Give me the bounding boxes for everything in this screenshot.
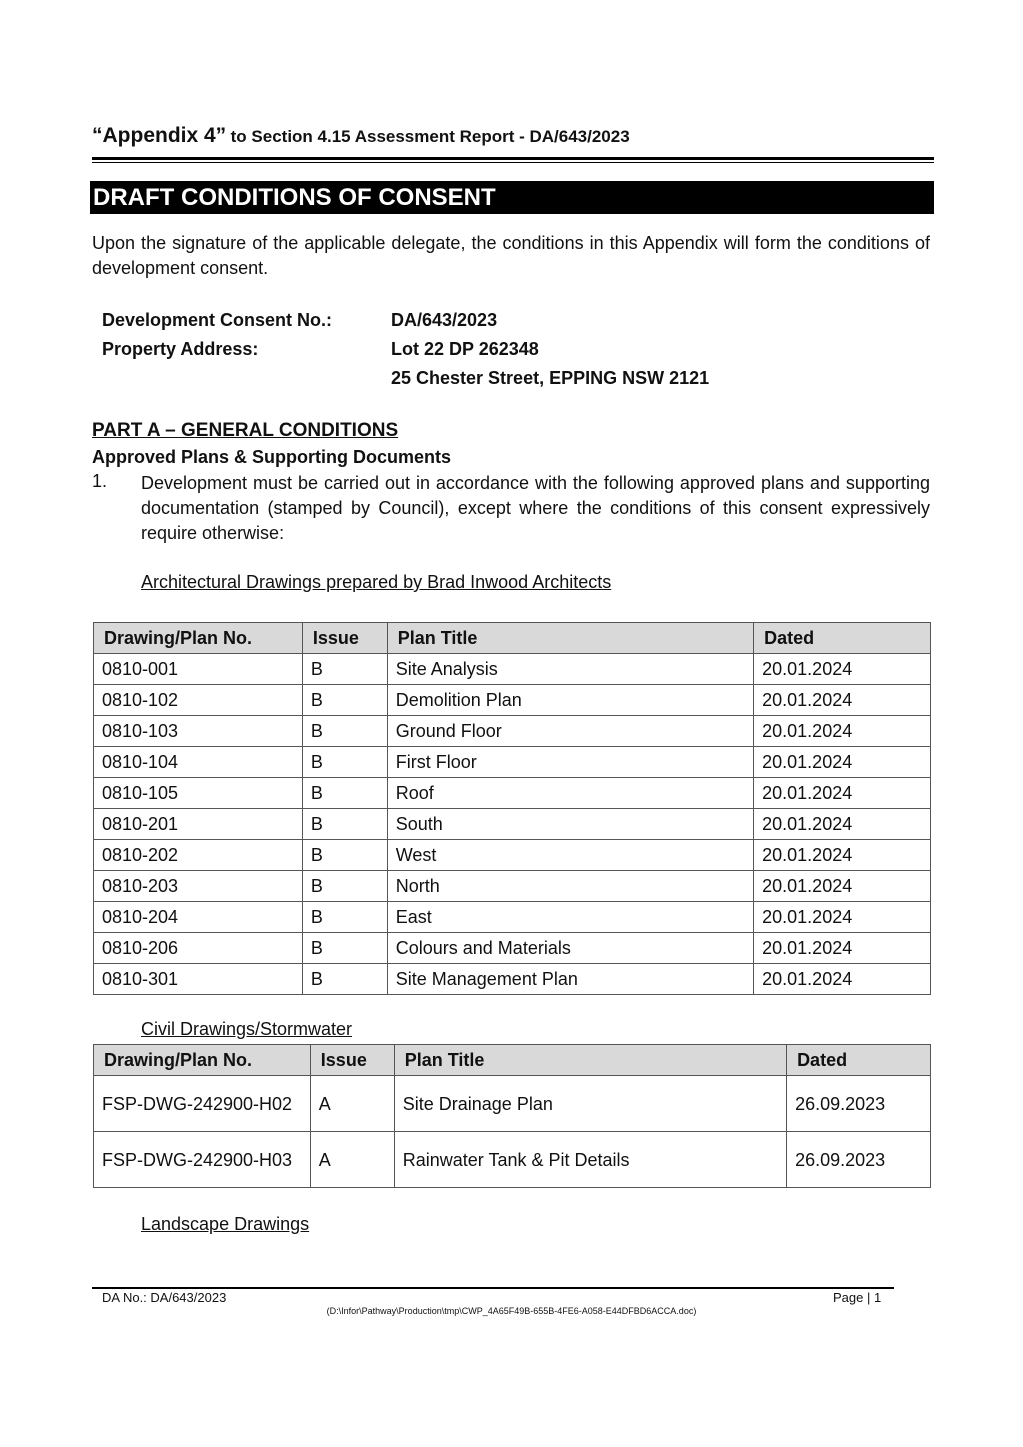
footer-file-path: (D:\Infor\Pathway\Production\tmp\CWP_4A65F49B-655B-4FE6-A058-E44DFBD6ACCA.doc) (326, 1306, 697, 1316)
table-cell: 20.01.2024 (754, 716, 931, 747)
table-cell: Rainwater Tank & Pit Details (394, 1132, 786, 1188)
address-line2: 25 Chester Street, EPPING NSW 2121 (391, 368, 710, 388)
column-header: Issue (310, 1045, 394, 1076)
consent-value: DA/643/2023 (391, 310, 498, 330)
architectural-drawings-table (93, 622, 931, 995)
table-cell: 0810-203 (94, 871, 303, 902)
table-cell: 0810-206 (94, 933, 303, 964)
landscape-heading: Landscape Drawings (141, 1214, 310, 1234)
table-cell: 0810-201 (94, 809, 303, 840)
column-header: Plan Title (387, 623, 753, 654)
table-cell: FSP-DWG-242900-H02 (94, 1076, 311, 1132)
table-cell: B (302, 964, 387, 995)
table-row (94, 840, 931, 871)
table-cell: B (302, 933, 387, 964)
table-cell: 0810-202 (94, 840, 303, 871)
table-row (94, 685, 931, 716)
address-line1: Lot 22 DP 262348 (391, 339, 539, 359)
table-cell: B (302, 902, 387, 933)
part-title: PART A – GENERAL CONDITIONS (92, 420, 399, 441)
table-cell: A (310, 1132, 394, 1188)
architectural-heading: Architectural Drawings prepared by Brad Inwood Architects (141, 572, 612, 592)
table-cell: 20.01.2024 (754, 964, 931, 995)
table-cell: 26.09.2023 (787, 1132, 931, 1188)
table-cell: 20.01.2024 (754, 809, 931, 840)
table-cell: B (302, 778, 387, 809)
table-cell: Site Analysis (387, 654, 753, 685)
table-cell: 20.01.2024 (754, 685, 931, 716)
civil-drawings-table (93, 1044, 931, 1188)
column-header: Plan Title (394, 1045, 786, 1076)
intro-paragraph: Upon the signature of the applicable delegate, the conditions in this Appendix will form the conditions of development consent. (92, 233, 930, 278)
table-cell: 20.01.2024 (754, 933, 931, 964)
table-cell: B (302, 654, 387, 685)
footer-da-number: DA No.: DA/643/2023 (102, 1290, 227, 1305)
condition-text: Development must be carried out in accordance with the following approved plans and supporting documentation (stamped by Council), except where the conditions of this consent expressively require otherwise: (141, 473, 930, 543)
table-row (94, 1132, 931, 1188)
consent-label: Development Consent No.: (102, 310, 333, 330)
appendix-label: “Appendix 4” (92, 124, 227, 147)
condition-number: 1. (92, 471, 108, 491)
column-header: Dated (787, 1045, 931, 1076)
table-cell: A (310, 1076, 394, 1132)
table-row (94, 902, 931, 933)
footer-page-number: Page | 1 (833, 1290, 882, 1305)
address-label: Property Address: (102, 339, 259, 359)
table-cell: B (302, 747, 387, 778)
table-cell: B (302, 685, 387, 716)
table-row (94, 747, 931, 778)
table-cell: 0810-204 (94, 902, 303, 933)
banner-title: DRAFT CONDITIONS OF CONSENT (90, 181, 934, 214)
table-header-row (94, 1045, 931, 1076)
table-cell: Demolition Plan (387, 685, 753, 716)
table-cell: West (387, 840, 753, 871)
table-cell: 26.09.2023 (787, 1076, 931, 1132)
column-header: Drawing/Plan No. (94, 1045, 311, 1076)
table-row (94, 933, 931, 964)
table-cell: FSP-DWG-242900-H03 (94, 1132, 311, 1188)
table-cell: B (302, 809, 387, 840)
table-cell: 0810-104 (94, 747, 303, 778)
table-cell: First Floor (387, 747, 753, 778)
table-row (94, 871, 931, 902)
section-title: Approved Plans & Supporting Documents (92, 447, 452, 467)
table-row (94, 654, 931, 685)
table-cell: 0810-105 (94, 778, 303, 809)
table-cell: 0810-001 (94, 654, 303, 685)
table-cell: 0810-102 (94, 685, 303, 716)
table-cell: B (302, 871, 387, 902)
table-cell: South (387, 809, 753, 840)
footer-rule (92, 1287, 894, 1289)
table-cell: 20.01.2024 (754, 778, 931, 809)
table-cell: 0810-103 (94, 716, 303, 747)
report-title: to Section 4.15 Assessment Report - DA/643/2023 (230, 127, 630, 146)
header-rule-thin (92, 162, 934, 163)
column-header: Drawing/Plan No. (94, 623, 303, 654)
table-cell: Roof (387, 778, 753, 809)
table-row (94, 964, 931, 995)
table-cell: 20.01.2024 (754, 871, 931, 902)
table-cell: Colours and Materials (387, 933, 753, 964)
column-header: Dated (754, 623, 931, 654)
table-cell: Site Drainage Plan (394, 1076, 786, 1132)
table-cell: East (387, 902, 753, 933)
table-cell: Site Management Plan (387, 964, 753, 995)
civil-heading: Civil Drawings/Stormwater (141, 1019, 353, 1039)
table-row (94, 778, 931, 809)
table-cell: 0810-301 (94, 964, 303, 995)
table-cell: 20.01.2024 (754, 902, 931, 933)
table-row (94, 716, 931, 747)
table-cell: 20.01.2024 (754, 747, 931, 778)
table-row (94, 1076, 931, 1132)
report-header (92, 124, 630, 148)
table-cell: 20.01.2024 (754, 840, 931, 871)
header-rule-thick (92, 157, 934, 160)
table-cell: North (387, 871, 753, 902)
table-cell: B (302, 716, 387, 747)
column-header: Issue (302, 623, 387, 654)
table-row (94, 809, 931, 840)
table-header-row (94, 623, 931, 654)
table-cell: 20.01.2024 (754, 654, 931, 685)
table-cell: Ground Floor (387, 716, 753, 747)
table-cell: B (302, 840, 387, 871)
